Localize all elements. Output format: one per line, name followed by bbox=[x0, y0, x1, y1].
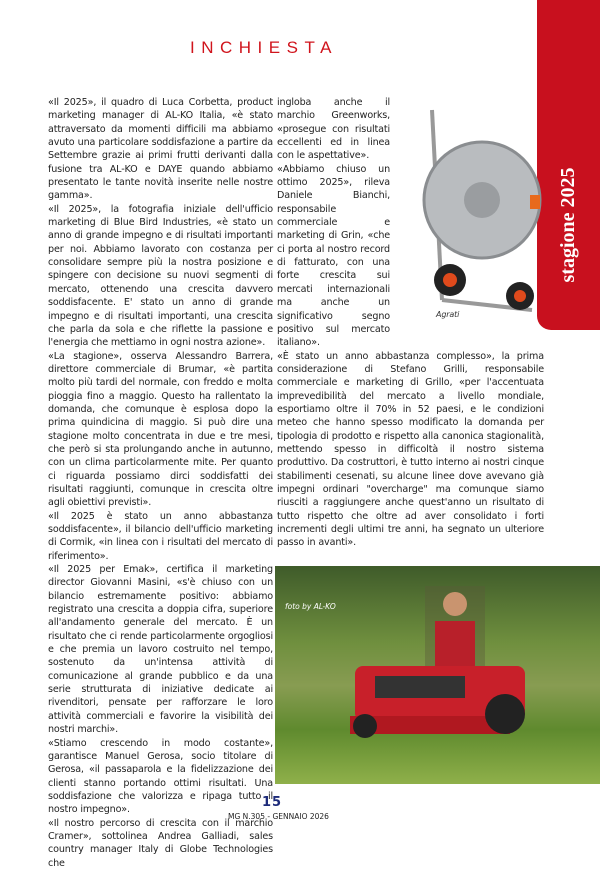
paragraph: «È stato un anno abbastanza complesso», la prima considerazione di Stefano Grilli, responsabile commerciale e marketing di Grillo, «per l'accentuata imprevedibilità del mercato a livello mondiale, esportiamo oltre il 70% in 52 paesi, e le condizioni meteo che hanno spesso modificato la domanda per tipologia di prodotto e rispetto alla canonica stagionalità, mettendo spesso in difficoltà il nostro sistema produttivo. Da costruttori, è tutto interno ai nostri cinque stabilimenti cesenati, su alcune linee dove avevano già impegni ordinari "overcharge" ma comunque siamo riusciti a raggiungere anche quest'anno un risultato di tutto rispetto che oltre ad aver consolidato i forti incrementi degli ultimi tre anni, ha segnato un ulteriore passo in avanti». bbox=[277, 350, 544, 549]
paragraph: «Il 2025 è stato un anno abbastanza soddisfacente», il bilancio dell'ufficio marketing di Cormik, «in linea con i risultati del mercato di riferimento». bbox=[48, 510, 273, 562]
tab-label: stagione 2025 bbox=[557, 167, 579, 283]
paragraph: «Stiamo crescendo in modo costante», garantisce Manuel Gerosa, socio titolare di Gerosa, «il passaparola e la fidelizzazione dei clienti stanno portando ottimi risultati. Una soddisfazione che valorizza e ripaga tutto il nostro impegno». bbox=[48, 737, 273, 816]
image-caption: Agrati bbox=[436, 310, 460, 319]
article-column-2 bbox=[277, 96, 544, 550]
paragraph: «Il nostro percorso di crescita con il marchio Cramer», sottolinea Andrea Galliadi, sales country manager Italy di Globe Technologies che bbox=[48, 817, 273, 869]
section-title: INCHIESTA bbox=[190, 38, 338, 57]
image-caption: foto by AL-KO bbox=[285, 602, 336, 611]
hose-reel-illustration bbox=[412, 100, 542, 320]
hose-reel-image bbox=[394, 92, 544, 328]
paragraph: «La stagione», osserva Alessandro Barrera, direttore commerciale di Brumar, «è partita molto più tardi del normale, con freddo e molta pioggia fino a maggio. Questo ha rallentato la domanda, che comunque è esplosa dopo la prima quindicina di maggio. Si può dire una stagione molto concentrata in due e tre mesi, che però si sta prolungando anche in autunno, con un clima particolarmente mite. Per quanto ci riguarda possiamo dirci soddisfatti dei risultati raggiunti, comunque in crescita oltre agli obiettivi previsti». bbox=[48, 350, 273, 509]
page-number: 15 bbox=[262, 795, 283, 810]
mower-illustration bbox=[275, 566, 600, 784]
issue-info: MG N.305 - GENNAIO 2026 bbox=[228, 812, 329, 821]
paragraph: «Il 2025», la fotografia iniziale dell'ufficio marketing di Blue Bird Industries, «è stato un anno di grande impegno e di risultati importanti per noi. Abbiamo lavorato con costanza per consolidare sempre più la nostra posizione e spingere con decisione su nuovi segmenti di mercato, ottenendo una crescita davvero soddisfacente. E' stato un anno di grande impegno e di risultati importanti, una crescita che parla da sola e che riflette la passione e l'energia che mettiamo in ogni nostra azione». bbox=[48, 203, 273, 349]
paragraph: ingloba anche il marchio Greenworks, «prosegue con risultati eccellenti ed in linea con le aspettative». bbox=[277, 97, 390, 162]
article-column-1 bbox=[48, 96, 273, 870]
paragraph: «Il 2025», il quadro di Luca Corbetta, product marketing manager di AL-KO Italia, «è stato attraversato da momenti difficili ma abbiamo avuto una particolare soddisfazione a partire da Settembre grazie ai primi frutti derivanti dalla fusione tra AL-KO e DAYE quando abbiamo presentato le tante novità inserite nelle nostre gamma». bbox=[48, 97, 273, 202]
paragraph: «Il 2025 per Emak», certifica il marketing director Giovanni Masini, «s'è chiuso con un bilancio estremamente positivo: abbiamo registrato una crescita a doppia cifra, superiore all'andamento generale del mercato. È un risultato che ci rende particolarmente orgogliosi e che premia un lavoro costruito nel tempo, sostenuto da un'intensa attività di comunicazione al grande pubblico e da una serie strutturata di iniziative dedicate ai rivenditori, pensate per rafforzare le loro attività commerciali e favorire la visibilità dei nostri marchi». bbox=[48, 564, 273, 736]
paragraph: «Abbiamo chiuso un ottimo 2025», rileva Daniele Bianchi, responsabile commerciale e marketing di Grin, «che ci porta al nostro record di fatturato, con una forte crescita sui mercati internazionali ma anche un significativo segno positivo sul mercato italiano». bbox=[277, 163, 390, 349]
section-tab bbox=[537, 0, 600, 330]
mower-photo bbox=[275, 566, 600, 784]
